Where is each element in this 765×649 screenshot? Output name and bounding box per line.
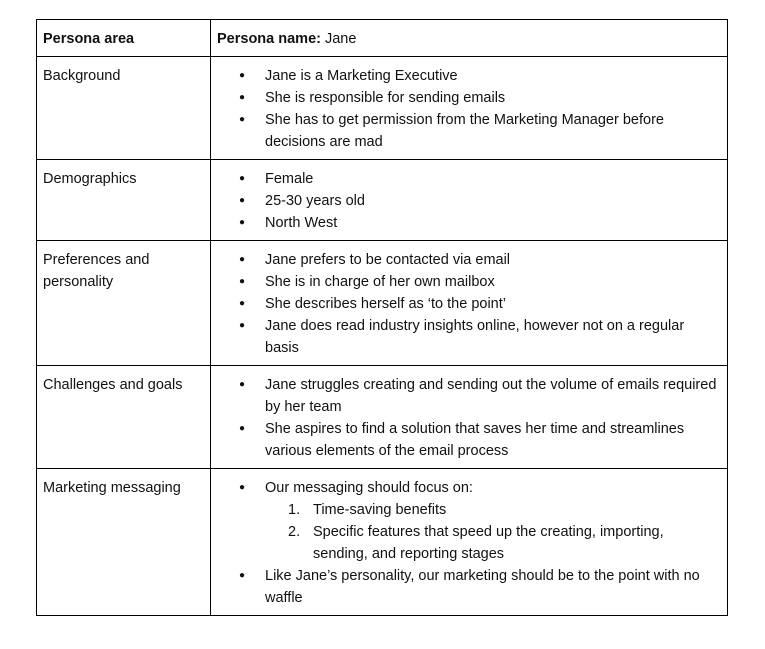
persona-area-label: Persona area	[43, 31, 135, 47]
list-item: ● Like Jane’s personality, our marketing should be to the point with no waffle	[217, 565, 721, 609]
demographics-label: Demographics	[37, 160, 211, 241]
list-item: ● Jane prefers to be contacted via email	[217, 249, 721, 271]
list-item: ● Jane struggles creating and sending out the volume of emails required by her team	[217, 374, 721, 418]
list-item: ● She is responsible for sending emails	[217, 87, 721, 109]
messaging-content	[211, 469, 728, 616]
background-row	[37, 57, 728, 160]
demographics-list	[217, 168, 721, 234]
messaging-row	[37, 469, 728, 616]
item-number: 2.	[288, 524, 301, 540]
preferences-list	[217, 249, 721, 359]
challenges-list	[217, 374, 721, 462]
background-list	[217, 65, 721, 153]
list-item: ● Female	[217, 168, 721, 190]
persona-name-value: Jane	[320, 31, 357, 47]
preferences-label: Preferences and personality	[37, 241, 211, 366]
background-content	[211, 57, 728, 160]
list-item: ● Jane is a Marketing Executive	[217, 65, 721, 87]
list-item: ● Jane does read industry insights online, however not on a regular basis	[217, 315, 721, 359]
header-row	[37, 20, 728, 57]
list-item: ● She describes herself as ‘to the point’	[217, 293, 721, 315]
persona-name-header	[211, 20, 728, 57]
list-item: ● She is in charge of her own mailbox	[217, 271, 721, 293]
list-item: ● 25-30 years old	[217, 190, 721, 212]
challenges-row	[37, 366, 728, 469]
background-label: Background	[37, 57, 211, 160]
preferences-row	[37, 241, 728, 366]
challenges-label: Challenges and goals	[37, 366, 211, 469]
item-text: Specific features that speed up the creating, importing, sending, and reporting stages	[313, 524, 664, 562]
preferences-content	[211, 241, 728, 366]
messaging-list	[217, 477, 721, 609]
list-item: ● North West	[217, 212, 721, 234]
list-item	[217, 477, 721, 565]
messaging-label: Marketing messaging	[37, 469, 211, 616]
persona-name-label: Persona name:	[217, 31, 321, 47]
numbered-item	[265, 499, 721, 521]
list-item: ● She aspires to find a solution that saves her time and streamlines various elements of the email process	[217, 418, 721, 462]
list-item: ● She has to get permission from the Marketing Manager before decisions are mad	[217, 109, 721, 153]
demographics-row	[37, 160, 728, 241]
demographics-content	[211, 160, 728, 241]
numbered-item	[265, 521, 721, 565]
item-number: 1.	[288, 502, 301, 518]
item-text: Time-saving benefits	[313, 502, 447, 518]
messaging-intro: Our messaging should focus on:	[265, 480, 473, 496]
challenges-content	[211, 366, 728, 469]
messaging-numbered-list	[265, 499, 721, 565]
persona-area-header	[37, 20, 211, 57]
persona-table	[36, 19, 728, 616]
